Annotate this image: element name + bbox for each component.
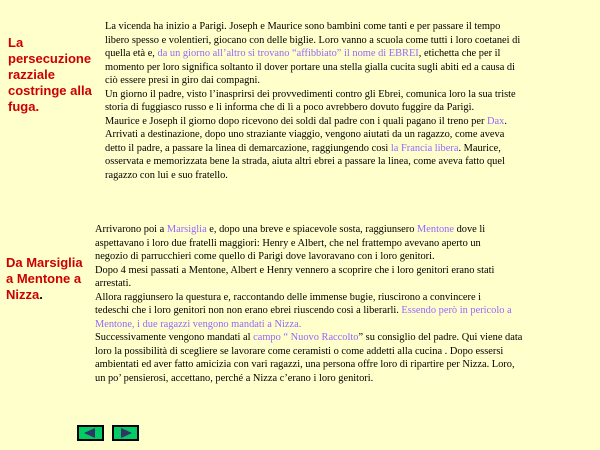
section1-text-segment: storia di fuggiasco russo e li informa che di lì a poco avrebbero dovuto fuggire da Parigi.: [105, 102, 475, 113]
section2-text-segment: aspettavano i loro due fratelli maggiori: Henry e Albert, che nel frattempo avevano aperto un: [95, 237, 481, 249]
section1-text-segment: quella età e,: [105, 48, 158, 59]
section1-text: [105, 20, 520, 182]
right-arrow-icon: [114, 427, 137, 439]
section1-text-segment: ragazzo con lui e suo fratello.: [105, 169, 228, 181]
section1-heading-line: costringe alla: [8, 83, 92, 98]
section2-text-segment: Arrivarono poi a: [95, 224, 167, 235]
section2-text-segment: e, dopo una breve e spiacevole sosta, raggiunsero: [206, 224, 418, 235]
section1-text-segment: , etichetta che per il: [418, 48, 501, 59]
section2-heading-segment: Nizza: [6, 287, 40, 302]
section2-text-highlight: Marsiglia: [166, 224, 207, 235]
section1-heading-line: razziale: [8, 67, 55, 82]
section2-text-line: [95, 264, 522, 278]
section1-text-line: [105, 169, 520, 183]
section2-text-line: [95, 358, 522, 372]
section2-text-line: [95, 277, 522, 291]
section2-text-line: [95, 250, 522, 264]
section1-text-segment: momento per loro significa soltanto il dover portare una stella gialla cucita sugli abiti ed a causa di: [105, 61, 516, 73]
section1-text-segment: libero spesso e volentieri, giocano con delle biglie. Loro vanno a scuola come tutti i loro coetanei di: [105, 34, 521, 46]
section2-text-segment: un po’ pensierosi, accettano, perché a Nizza c’erano i loro genitori.: [95, 372, 374, 384]
section2-text-highlight: campo “ Nuovo Raccolto: [253, 332, 359, 343]
section1-text-line: [105, 47, 520, 61]
section2-text-segment: negozio di parrucchieri come quello di Parigi dove lavoravano con i loro genitori.: [95, 251, 435, 262]
section2-text-segment: tedeschi che i loro genitori non non erano ebrei riuscendo così a liberarli.: [95, 305, 402, 316]
section2-text-segment: ambientati ed aver fatto amicizia con vari ragazzi, una persona offre loro di ripartire per Nizza. Loro,: [95, 359, 515, 370]
section2-text-segment: ” su consiglio del padre. Qui viene data: [358, 332, 523, 343]
section1-text-line: [105, 61, 520, 75]
section1-text-highlight: da un giorno all’altro si trovano “affibbiato” il nome di EBREI: [157, 48, 419, 59]
section1-text-line: [105, 20, 520, 34]
section1-text-line: [105, 115, 520, 129]
section2-text-line: [95, 318, 522, 332]
section1-text-highlight: la Francia libera: [390, 142, 459, 154]
section1-heading-line: fuga.: [8, 99, 40, 114]
section2-text-segment: Allora raggiunsero la questura e, raccontando delle immense bugie, riuscirono a convincere i: [95, 291, 482, 303]
section1-heading-line: La: [8, 35, 24, 50]
section1-text-line: [105, 74, 520, 88]
section2-heading-segment: a Mentone a: [6, 271, 82, 286]
section2-text-line: [95, 372, 522, 386]
section2-heading-line: [6, 287, 83, 303]
section2-text-highlight: Mentone: [417, 224, 454, 235]
section1-text-segment: osservata e memorizzata bene la strada, aiuta altri ebrei a passare la linea, come aveva fatto quel: [105, 156, 505, 167]
section2-text-segment: loro la possibilità di scegliere se lavorare come ceramisti o come addetti alla cucina . Dopo essersi: [95, 345, 504, 357]
section1-heading: [8, 35, 92, 115]
section1-text-segment: La vicenda ha inizio a Parigi. Joseph e Maurice sono bambini come tanti e per passare il tempo: [105, 21, 501, 32]
section2-text-segment: dove li: [453, 224, 486, 235]
section2-text-line: [95, 345, 522, 359]
section1-text-line: [105, 34, 520, 48]
section2-heading-line: [6, 271, 83, 287]
section1-text-segment: Arrivati a destinazione, dopo uno straziante viaggio, vengono aiutati da un ragazzo, come aveva: [105, 129, 505, 140]
section2-text: [95, 223, 522, 385]
section1-text-line: [105, 88, 520, 102]
section2-text-highlight: Essendo però in pericolo a: [401, 305, 512, 316]
section1-text-line: [105, 142, 520, 156]
section2-heading-segment: .: [39, 287, 43, 302]
section2-text-line: [95, 223, 522, 237]
section1-text-line: [105, 128, 520, 142]
section1-text-segment: Maurice e Joseph il giorno dopo ricevono dei soldi dal padre con i quali pagano il treno per: [105, 115, 488, 127]
next-button[interactable]: [112, 425, 139, 441]
section1-text-segment: . Maurice,: [458, 142, 501, 154]
section2-heading-segment: Da Marsiglia: [6, 255, 83, 270]
section1-text-segment: Un giorno il padre, visto l’inasprirsi dei provvedimenti contro gli Ebrei, comunica loro la sua triste: [105, 88, 516, 100]
section2-heading: [6, 255, 83, 303]
section1-text-line: [105, 155, 520, 169]
section1-text-segment: ciò essere presi in giro dai compagni.: [105, 75, 260, 86]
section2-text-line: [95, 237, 522, 251]
prev-button[interactable]: [77, 425, 104, 441]
section1-text-segment: detto il padre, a passare la linea di demarcazione, raggiungendo così: [105, 142, 391, 154]
section2-text-line: [95, 304, 522, 318]
section2-text-segment: Successivamente vengono mandati al: [95, 332, 254, 343]
left-arrow-icon: [79, 427, 102, 439]
section2-text-highlight: Mentone, i due ragazzi vengono mandati a Nizza.: [95, 318, 302, 330]
section2-text-line: [95, 331, 522, 345]
section1-heading-line: persecuzione: [8, 51, 92, 66]
section2-heading-line: [6, 255, 83, 271]
section2-text-segment: arrestati.: [95, 278, 132, 289]
section1-text-segment: .: [504, 115, 507, 127]
section1-text-line: [105, 101, 520, 115]
section2-text-segment: Dopo 4 mesi passati a Mentone, Albert e Henry vennero a scoprire che i loro genitori erano stati: [95, 264, 495, 276]
section2-text-line: [95, 291, 522, 305]
section1-text-highlight: Dax: [487, 115, 505, 127]
